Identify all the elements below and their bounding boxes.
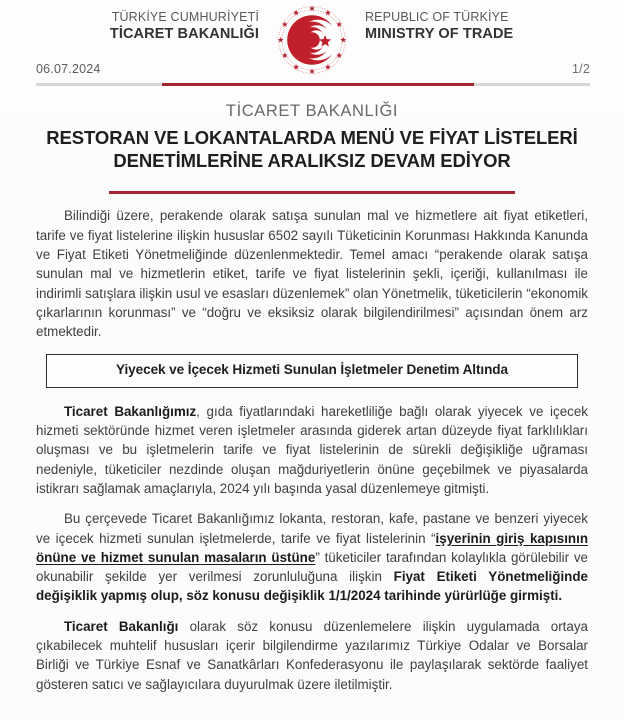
title-kicker: TİCARET BAKANLIĞI	[225, 102, 399, 120]
paragraph-4	[36, 617, 588, 694]
paragraph-3-emphasis-bold: Fiyat Etiketi Yönetmeliğinde değişiklik yapmış olup, söz konusu değişiklik 1/1/2024 tarihinde yürürlüğe girmişti.	[36, 569, 588, 604]
masthead-english-line2: MINISTRY OF TRADE	[365, 25, 514, 42]
paragraph-3-emphasis-underlined: işyerinin giriş kapısının önüne ve hizmet sunulan masaların üstüne	[36, 530, 588, 565]
page-title	[26, 126, 598, 173]
paragraph-1-text: Bilindiği üzere, perakende olarak satışa sunulan mal ve hizmetlere ait fiyat etiketleri, tarife ve fiyat listelerine ilişkin hususlar 6502 sayılı Tüketicinin Korunması Hakkında Kanunda ve Fiyat Etiketi Yönetmeliğinde düzenlenmektedir. Temel amacı “perakende olarak satışa sunulan mal ve hizmetlerin etiket, tarife ve fiyat listelerinin şekli, içeriği, kullanılması ile indirimli satışlara ilişkin usul ve esasları düzenlemek” olan Yönetmelik, tüketicilerin “ekonomik çıkarlarının korunması” ve “doğru ve eksiksiz olarak bilgilendirilmesi” açısından önem arz etmektedir.	[36, 208, 588, 340]
page-title-line2: LİSTELERİ DENETİMLERİNE ARALIKSIZ DEVAM EDİYOR	[113, 126, 578, 172]
masthead-turkish-line2: TİCARET BAKANLIĞI	[109, 25, 259, 42]
paragraph-3	[36, 509, 588, 605]
header-divider-right-segment	[474, 83, 590, 86]
masthead-english-line1: REPUBLIC OF TÜRKİYE	[365, 10, 509, 24]
title-divider	[109, 191, 515, 194]
paragraph-3-text-part2: ” tüketiciler tarafından kolaylıkla görülebilir ve okunabilir şekilde yer verilmesi zorunluluğuna ilişkin	[36, 549, 588, 585]
callout-heading: Yiyecek ve İçecek Hizmeti Sunulan İşletmeler Denetim Altında	[116, 362, 508, 378]
document-masthead	[0, 0, 624, 60]
paragraph-4-text: olarak söz konusu düzenlemelere ilişkin uygulamada ortaya çıkabilecek muhtelif hususları içerir bilgilendirme yazılarımız Türkiye Odalar ve Borsalar Birliği ve Türkiye Esnaf ve Sanatkârları Konfederasyonu ile paylaşılarak sektörde faaliyet gösteren satıcı ve sağlayıcılara duyurulmak üzere iletilmiştir.	[36, 618, 588, 692]
masthead-english	[349, 10, 575, 43]
header-divider	[36, 83, 590, 86]
paragraph-2-lead: Ticaret Bakanlığımız	[64, 403, 197, 419]
document-date: 06.07.2024	[36, 62, 101, 76]
header-divider-accent-segment	[162, 83, 474, 86]
callout-box	[46, 354, 578, 387]
paragraph-4-lead: Ticaret Bakanlığı	[64, 618, 179, 634]
header-divider-left-segment	[36, 83, 162, 86]
document-date-bar	[0, 62, 624, 88]
paragraph-1	[36, 206, 588, 341]
masthead-turkish-line1: TÜRKİYE CUMHURİYETİ	[111, 10, 259, 24]
page-title-line1: RESTORAN VE LOKANTALARDA MENÜ VE FİYAT	[46, 126, 479, 148]
paragraph-2-text: , gıda fiyatlarındaki hareketliliğe bağlı olarak yiyecek ve içecek hizmeti sektöründe hizmet veren işletmeler arasında giderek artan düzeyde fiyat farklılıkları oluşması ve bu işletmelerin tarife ve fiyat listelerinin de sürekli değişikliğe uğraması nedeniyle, tüketiciler nezdinde oluşan mağduriyetlerin önüne geçebilmek ve piyasalarda istikrarı sağlamak amaçlarıyla, 2024 yılı başında yasal düzenlemeye gitmişti.	[36, 403, 588, 496]
paragraph-2	[36, 402, 588, 498]
masthead-turkish	[49, 10, 275, 43]
document-body	[0, 206, 624, 694]
page-title-block	[0, 102, 624, 172]
page-number: 1/2	[572, 62, 590, 76]
paragraph-3-text-part1: Bu çerçevede Ticaret Bakanlığımız lokanta, restoran, kafe, pastane ve benzeri yiyecek ve içecek hizmeti sunulan işletmelerde, tarife ve fiyat listelerinin “	[36, 511, 588, 546]
